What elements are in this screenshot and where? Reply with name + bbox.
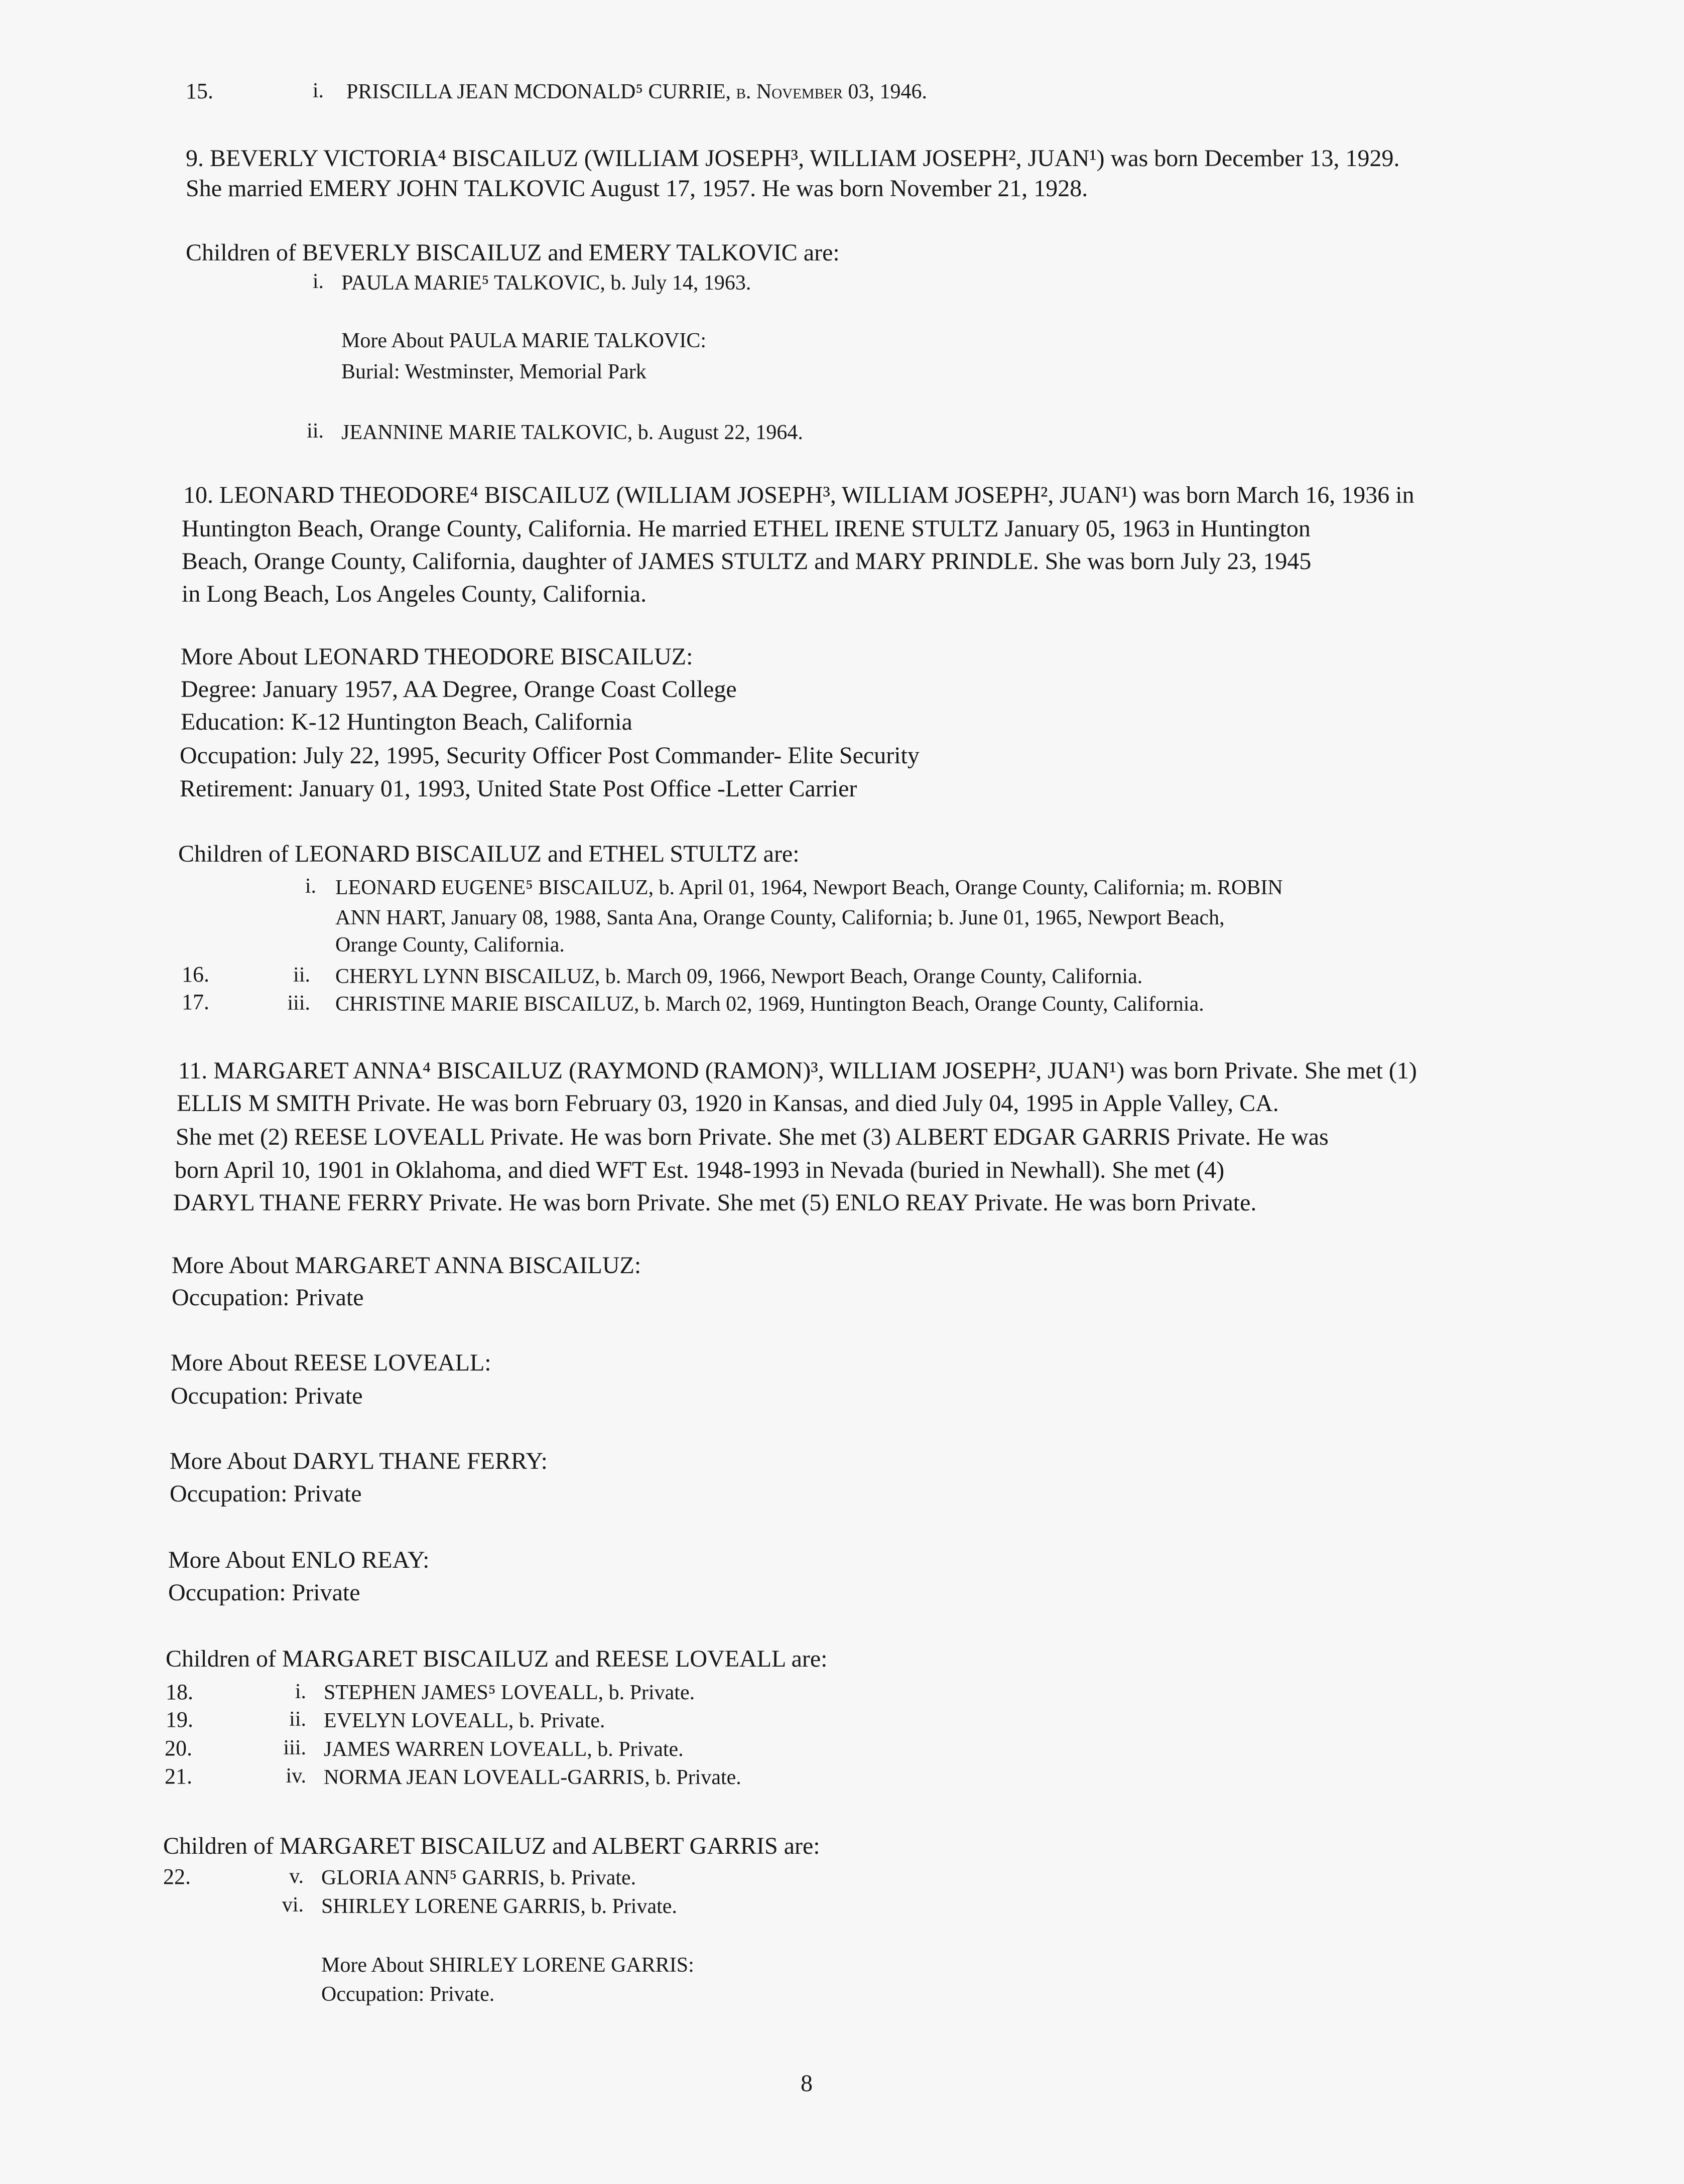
fact-line: Occupation: Private xyxy=(172,1284,364,1311)
more-about-heading: More About REESE LOVEALL: xyxy=(171,1349,491,1376)
fact-line: Retirement: January 01, 1993, United State Post Office -Letter Carrier xyxy=(180,775,857,802)
child-entry: GLORIA ANN⁵ GARRIS, b. Private. xyxy=(321,1866,636,1889)
child-entry: STEPHEN JAMES⁵ LOVEALL, b. Private. xyxy=(324,1681,695,1704)
more-about-heading: More About MARGARET ANNA BISCAILUZ: xyxy=(172,1252,641,1279)
child-entry-line: ANN HART, January 08, 1988, Santa Ana, Orange County, California; b. June 01, 1965, Newport Beach, xyxy=(335,906,1225,929)
entry-paragraph-line: 10. LEONARD THEODORE⁴ BISCAILUZ (WILLIAM JOSEPH³, WILLIAM JOSEPH², JUAN¹) was born March 16, 1936 in xyxy=(183,482,1414,508)
entry-number: 22. xyxy=(163,1864,191,1889)
fact-line: Occupation: Private xyxy=(170,1480,362,1507)
child-entry: JEANNINE MARIE TALKOVIC, b. August 22, 1964. xyxy=(341,421,803,444)
entry-number: 15. xyxy=(186,79,213,103)
entry-number: 19. xyxy=(166,1707,193,1732)
entry-paragraph-line: She met (2) REESE LOVEALL Private. He was born Private. She met (3) ALBERT EDGAR GARRIS Private. He was xyxy=(176,1124,1329,1150)
entry-paragraph-line: Beach, Orange County, California, daughter of JAMES STULTZ and MARY PRINDLE. She was born July 23, 1945 xyxy=(182,548,1312,575)
entry-number: 17. xyxy=(182,990,209,1014)
child-entry: SHIRLEY LORENE GARRIS, b. Private. xyxy=(321,1895,677,1918)
roman-numeral: v. xyxy=(289,1865,304,1888)
entry-paragraph-line: 11. MARGARET ANNA⁴ BISCAILUZ (RAYMOND (RAMON)³, WILLIAM JOSEPH², JUAN¹) was born Private. She met (1) xyxy=(178,1057,1417,1084)
fact-line: Burial: Westminster, Memorial Park xyxy=(341,360,646,383)
entry-number: 16. xyxy=(182,962,209,987)
entry-number: 21. xyxy=(165,1764,192,1789)
roman-numeral: i. xyxy=(295,1680,306,1703)
entry-paragraph-line: 9. BEVERLY VICTORIA⁴ BISCAILUZ (WILLIAM JOSEPH³, WILLIAM JOSEPH², JUAN¹) was born December 13, 1929. xyxy=(186,145,1400,172)
more-about-heading: More About LEONARD THEODORE BISCAILUZ: xyxy=(181,643,693,670)
children-heading: Children of LEONARD BISCAILUZ and ETHEL STULTZ are: xyxy=(178,841,800,867)
fact-line: Occupation: Private xyxy=(171,1383,363,1409)
fact-line: Degree: January 1957, AA Degree, Orange Coast College xyxy=(181,676,737,703)
roman-numeral: vi. xyxy=(282,1893,304,1917)
child-entry: NORMA JEAN LOVEALL-GARRIS, b. Private. xyxy=(324,1766,741,1789)
entry-paragraph-line: Huntington Beach, Orange County, California. He married ETHEL IRENE STULTZ January 05, 1963 in Huntington xyxy=(182,515,1311,542)
child-entry: CHRISTINE MARIE BISCAILUZ, b. March 02, 1969, Huntington Beach, Orange County, California. xyxy=(335,993,1204,1016)
more-about-heading: More About ENLO REAY: xyxy=(168,1547,430,1573)
entry-paragraph-line: She married EMERY JOHN TALKOVIC August 17, 1957. He was born November 21, 1928. xyxy=(186,175,1088,202)
children-heading: Children of BEVERLY BISCAILUZ and EMERY TALKOVIC are: xyxy=(186,239,840,266)
roman-numeral: ii. xyxy=(307,420,324,443)
entry-number: 18. xyxy=(166,1680,193,1704)
roman-numeral: i. xyxy=(312,79,324,102)
entry-paragraph-line: in Long Beach, Los Angeles County, California. xyxy=(182,581,647,607)
roman-numeral: i. xyxy=(305,875,316,898)
children-heading: Children of MARGARET BISCAILUZ and REESE LOVEALL are: xyxy=(166,1646,828,1672)
child-entry: PAULA MARIE⁵ TALKOVIC, b. July 14, 1963. xyxy=(341,271,751,295)
child-entry: PRISCILLA JEAN MCDONALD⁵ CURRIE, b. November 03, 1946. xyxy=(346,80,927,103)
roman-numeral: iii. xyxy=(283,1736,306,1759)
roman-numeral: iv. xyxy=(286,1764,306,1788)
roman-numeral: ii. xyxy=(289,1708,306,1731)
child-entry: CHERYL LYNN BISCAILUZ, b. March 09, 1966, Newport Beach, Orange County, California. xyxy=(335,965,1143,988)
child-entry-line: Orange County, California. xyxy=(335,933,565,957)
child-entry: JAMES WARREN LOVEALL, b. Private. xyxy=(324,1738,684,1761)
entry-paragraph-line: born April 10, 1901 in Oklahoma, and died WFT Est. 1948-1993 in Nevada (buried in Newhall). She met (4) xyxy=(175,1157,1225,1183)
child-entry: EVELYN LOVEALL, b. Private. xyxy=(324,1709,605,1732)
page-number: 8 xyxy=(801,2070,813,2097)
child-entry-line: LEONARD EUGENE⁵ BISCAILUZ, b. April 01, 1964, Newport Beach, Orange County, California; m. ROBIN xyxy=(335,876,1283,899)
entry-paragraph-line: ELLIS M SMITH Private. He was born February 03, 1920 in Kansas, and died July 04, 1995 in Apple Valley, CA. xyxy=(177,1090,1279,1117)
entry-paragraph-line: DARYL THANE FERRY Private. He was born Private. She met (5) ENLO REAY Private. He was born Private. xyxy=(173,1189,1257,1216)
entry-number: 20. xyxy=(165,1736,192,1760)
fact-line: Occupation: Private. xyxy=(321,1983,495,2006)
roman-numeral: i. xyxy=(312,270,324,293)
roman-numeral: ii. xyxy=(293,964,310,987)
fact-line: Occupation: July 22, 1995, Security Officer Post Commander- Elite Security xyxy=(180,742,920,769)
more-about-heading: More About DARYL THANE FERRY: xyxy=(170,1448,548,1474)
fact-line: Occupation: Private xyxy=(168,1579,360,1606)
children-heading: Children of MARGARET BISCAILUZ and ALBERT GARRIS are: xyxy=(163,1833,820,1859)
more-about-heading: More About PAULA MARIE TALKOVIC: xyxy=(341,329,707,352)
more-about-heading: More About SHIRLEY LORENE GARRIS: xyxy=(321,1954,694,1977)
roman-numeral: iii. xyxy=(287,992,310,1015)
fact-line: Education: K-12 Huntington Beach, California xyxy=(181,709,632,735)
